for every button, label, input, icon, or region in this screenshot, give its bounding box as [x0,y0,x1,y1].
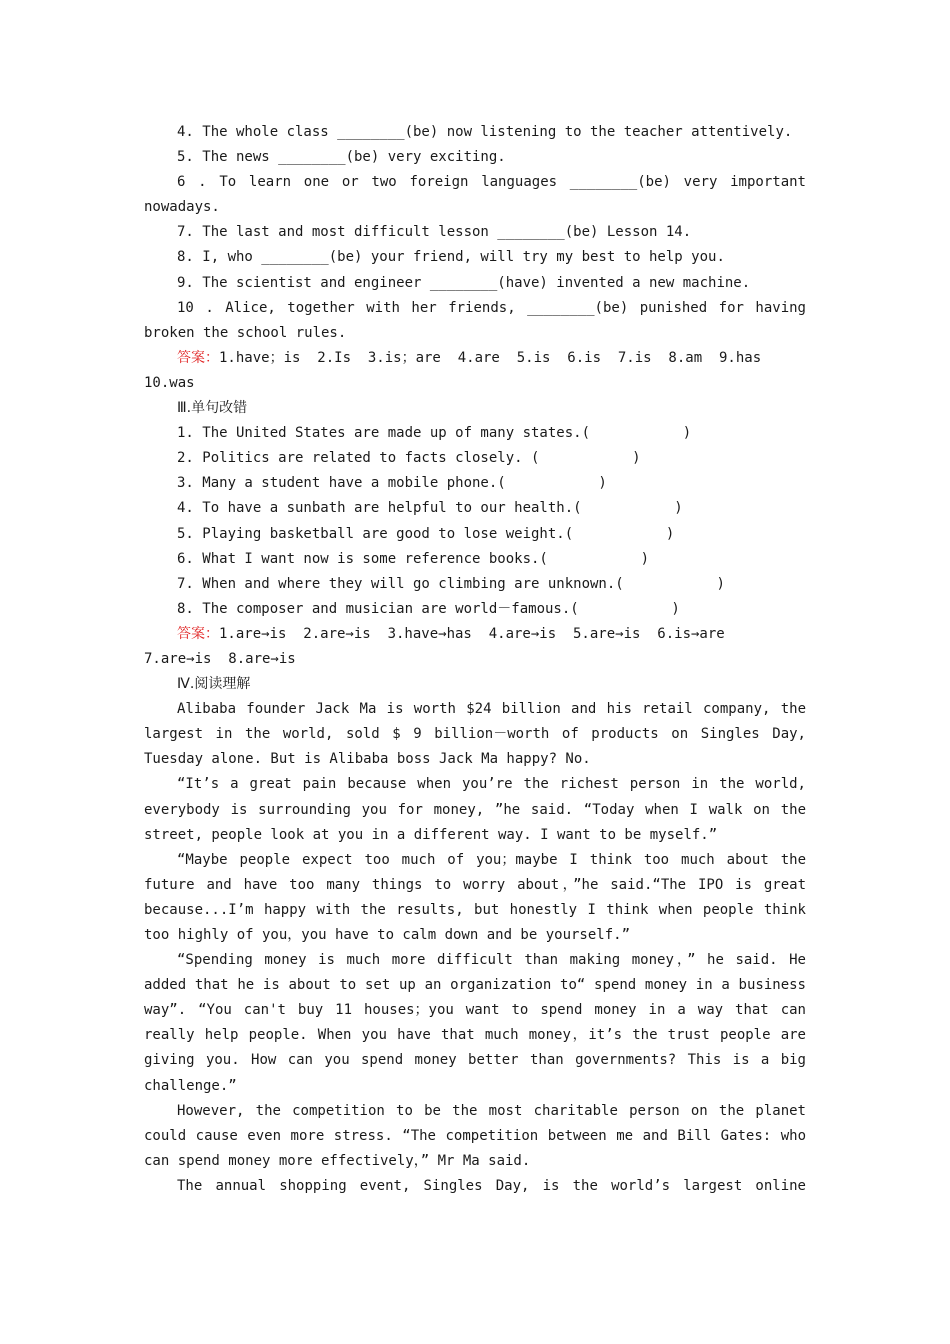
correction-item-2: 2. Politics are related to facts closely. ( ) [177,450,641,467]
question-8: 8. I, who ________(be) your friend, will try my best to help you. [177,249,725,266]
section-title-reading: Ⅳ.阅读理解 [177,676,251,693]
question-6-line-2: nowadays. [144,199,220,216]
section-title-error-correction: Ⅲ.单句改错 [177,400,248,417]
question-4: 4. The whole class ________(be) now listening to the teacher attentively. [177,124,793,140]
reading-paragraph-3: “Maybe people expect too much of you；maybe I think too much about the future and have too many things to worry about，”he said.“The IPO is great because...I’m happy with the results, but honestly I think when people think too highly of you，you have to calm down and be yourself.” [144,851,806,943]
answer-text: 1.have；is 2.Is 3.is；are 4.are 5.is 6.is 7.is 8.am 9.has [219,349,762,366]
correction-item-4: 4. To have a sunbath are helpful to our health.( ) [177,500,683,517]
question-6-line-1: 6 . To learn one or two foreign languages ________(be) very important [177,174,806,191]
correction-item-5: 5. Playing basketball are good to lose weight.( ) [177,525,675,542]
reading-paragraph-1: Alibaba founder Jack Ma is worth $24 billion and his retail company, the largest in the world, sold $ 9 billion－worth of products on Singles Day, Tuesday alone. But is Alibaba boss Jack Ma happy? No. [144,701,806,768]
correction-item-8: 8. The composer and musician are world－famous.( ) [177,600,680,617]
question-9: 9. The scientist and engineer ________(have) invented a new machine. [177,274,751,291]
reading-paragraph-5: However, the competition to be the most charitable person on the planet could cause even more stress. “The competition between me and Bill Gates: who can spend money more effectively，” Mr Ma said. [144,1102,806,1169]
answer-part2-line-2: 10.was [144,374,195,391]
reading-paragraph-4: “Spending money is much more difficult than making money，” he said. He added that he is about to set up an organization to“ spend money in a business way”. “You can't buy 11 houses；you want to spend money in a way that can really help people. When you have that much money，it’s the trust people are giving you. How can you spend money better than governments? This is a big challenge.” [144,952,806,1094]
question-10-line-1: 10 . Alice, together with her friends, ________(be) punished for having [177,299,806,316]
correction-item-6: 6. What I want now is some reference books.( ) [177,550,650,567]
answer-label: 答案： [177,349,219,366]
correction-item-3: 3. Many a student have a mobile phone.( ) [177,475,607,492]
answer-label: 答案： [177,625,219,642]
answer-part3-line-1 [144,622,806,647]
correction-item-7: 7. When and where they will go climbing are unknown.( ) [177,575,725,592]
question-10-line-2: broken the school rules. [144,324,347,341]
correction-item-1: 1. The United States are made up of many states.( ) [177,425,692,442]
reading-paragraph-2: “It’s a great pain because when you’re the richest person in the world, everybody is surrounding you for money, ”he said. “Today when I walk on the street, people look at you in a different way. I want to be myself.” [144,776,806,843]
question-5: 5. The news ________(be) very exciting. [177,149,506,166]
answer-part2-line-1 [144,346,806,371]
answer-text: 1.are→is 2.are→is 3.have→has 4.are→is 5.are→is 6.is→are [219,625,725,642]
question-7: 7. The last and most difficult lesson ________(be) Lesson 14. [177,224,692,241]
answer-part3-line-2: 7.are→is 8.are→is [144,650,296,667]
reading-paragraph-6: The annual shopping event, Singles Day, is the world’s largest online [177,1177,806,1194]
document-page [144,120,806,1199]
